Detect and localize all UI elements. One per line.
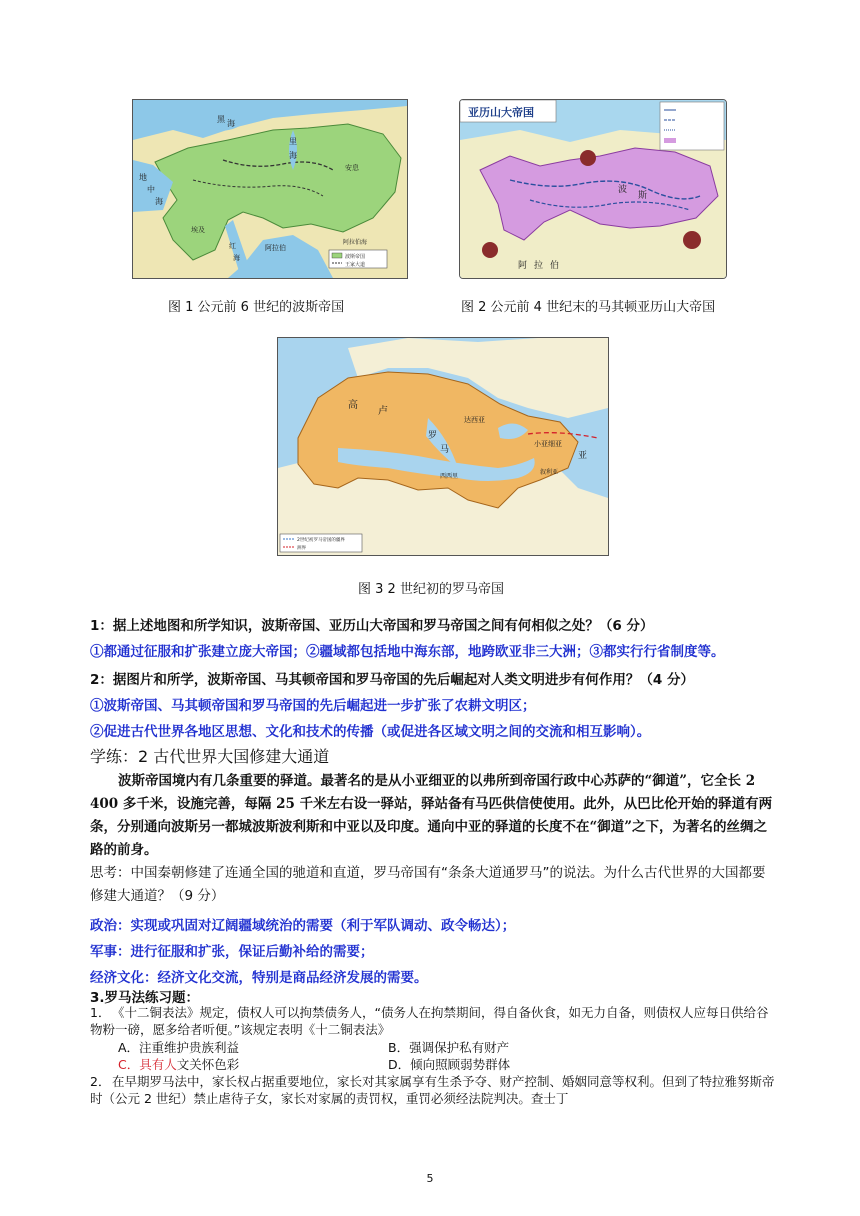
map-label: 小亚细亚 <box>534 440 562 448</box>
option-c-rest: 文关怀色彩 <box>176 1057 240 1072</box>
exercise-2 <box>90 1073 780 1107</box>
map-label: 达西亚 <box>464 416 485 424</box>
question-2: 2：据图片和所学，波斯帝国、马其顿帝国和罗马帝国的先后崛起对人类文明进步有何作用？（4 分） <box>90 672 694 688</box>
figure1-caption: 图 1 公元前 6 世纪的波斯帝国 <box>168 300 345 315</box>
option-c <box>118 1055 239 1073</box>
figure3-caption: 图 3 2 世纪初的罗马帝国 <box>358 582 504 597</box>
option-a: A．注重维护贵族利益 <box>118 1040 240 1055</box>
map-label: 阿拉伯 <box>265 244 286 252</box>
section-3-heading: 3.罗马法练习题： <box>90 990 200 1006</box>
map-persian-empire <box>132 99 408 279</box>
section-2-answer-military: 军事：进行征服和扩张，保证后勤补给的需要； <box>90 944 374 960</box>
option-b: B．强调保护私有财产 <box>388 1040 510 1055</box>
figure2-caption: 图 2 公元前 4 世纪末的马其顿亚历山大帝国 <box>461 300 716 315</box>
map-label: 伯 <box>550 261 560 271</box>
legend-persia: 波斯帝国 <box>345 254 366 260</box>
map-label: 阿 <box>518 261 528 271</box>
map-label: 地 <box>139 173 147 182</box>
exercise-1-text: 《十二铜表法》规定，债权人可以拘禁债务人，“债务人在拘禁期间，得自备伙食，如无力自备，则债权人应每日供给谷物粉一磅，愿多给者听便。”该规定表明《十二铜表法》 <box>90 1005 769 1037</box>
answer-2-line-2: ②促进古代世界各地区思想、文化和技术的传播（或促进各区域文明之间的交流和相互影响）。 <box>90 724 651 740</box>
map-label: 中 <box>147 185 155 194</box>
map-label: 罗 <box>428 431 438 441</box>
map-label: 马 <box>440 445 450 455</box>
map-label: 红 <box>229 242 236 250</box>
map-label: 海 <box>227 119 235 128</box>
exercise-1 <box>90 1004 780 1038</box>
exercise-2-number: 2． <box>90 1074 111 1089</box>
section-2-heading: 学练：2 古代世界大国修建大通道 <box>90 747 330 766</box>
map-label: 波 <box>618 185 628 195</box>
legend-roman-border: 2世纪初罗马帝国的疆界 <box>297 538 345 543</box>
question-1: 1：据上述地图和所学知识，波斯帝国、亚历山大帝国和罗马帝国之间有何相似之处？（6 分） <box>90 618 654 634</box>
map-label: 西西里 <box>440 473 459 480</box>
map-label: 拉 <box>534 261 544 271</box>
map-label: 叙利亚 <box>540 469 559 476</box>
answer-2-line-1: ①波斯帝国、马其顿帝国和罗马帝国的先后崛起进一步扩张了农耕文明区； <box>90 698 536 714</box>
section-2-paragraph: 波斯帝国境内有几条重要的驿道。最著名的是从小亚细亚的以弗所到帝国行政中心苏萨的“御道”，它全长 2 400 多千米，设施完善，每隔 25 千米左右设一驿站，驿站备有马匹供信使使用。此外，从巴比伦开始的驿道有两条，分别通向波斯另一都城波斯波利斯和中亚以及印度。通向中亚的驿道的长度不在“御道”之下，为著名的丝绸之路的前身。 <box>90 773 773 858</box>
legend-royal-road: 王家大道 <box>345 262 366 268</box>
section-2-answer-politics: 政治：实现或巩固对辽阔疆域统治的需要（利于军队调动、政令畅达）； <box>90 918 516 934</box>
section-2-answer-economy: 经济文化：经济文化交流，特别是商品经济发展的需要。 <box>90 970 428 986</box>
map-label: 阿拉伯海 <box>343 239 368 246</box>
map-label: 埃及 <box>191 226 205 234</box>
map-roman-empire <box>277 337 609 556</box>
figure2-map-title: 亚历山大帝国 <box>468 106 534 119</box>
option-d: D．倾向照顾弱势群体 <box>388 1057 511 1072</box>
map-label: 海 <box>233 254 240 262</box>
map-label: 斯 <box>638 191 648 201</box>
option-c-highlight: C．具有人 <box>118 1057 177 1072</box>
map-label: 黑 <box>217 115 225 124</box>
exercise-1-number: 1． <box>90 1005 111 1020</box>
map-label: 高 <box>348 400 358 411</box>
legend-continent-border: 洲界 <box>297 546 306 551</box>
map-label: 海 <box>289 151 297 160</box>
map-label: 里 <box>289 137 297 146</box>
exercise-2-text: 在早期罗马法中，家长权占据重要地位，家长对其家属享有生杀予夺、财产控制、婚姻同意等权利。但到了特拉雅努斯帝时（公元 2 世纪）禁止虐待子女，家长对家属的责罚权，重罚必须经法院判决。查士丁 <box>90 1074 775 1106</box>
map-label: 亚 <box>578 451 588 461</box>
map-label: 卢 <box>378 406 388 417</box>
map-label: 海 <box>155 197 163 206</box>
map-alexander-empire <box>459 99 727 279</box>
page-number: 5 <box>426 1172 434 1185</box>
map-label: 安息 <box>345 164 359 172</box>
answer-1: ①都通过征服和扩张建立庞大帝国；②疆域都包括地中海东部，地跨欧亚非三大洲；③都实行行省制度等。 <box>90 644 725 660</box>
section-2-think-question: 思考：中国秦朝修建了连通全国的驰道和直道，罗马帝国有“条条大道通罗马”的说法。为什么古代世界的大国都要修建大通道？（9 分） <box>90 865 766 904</box>
